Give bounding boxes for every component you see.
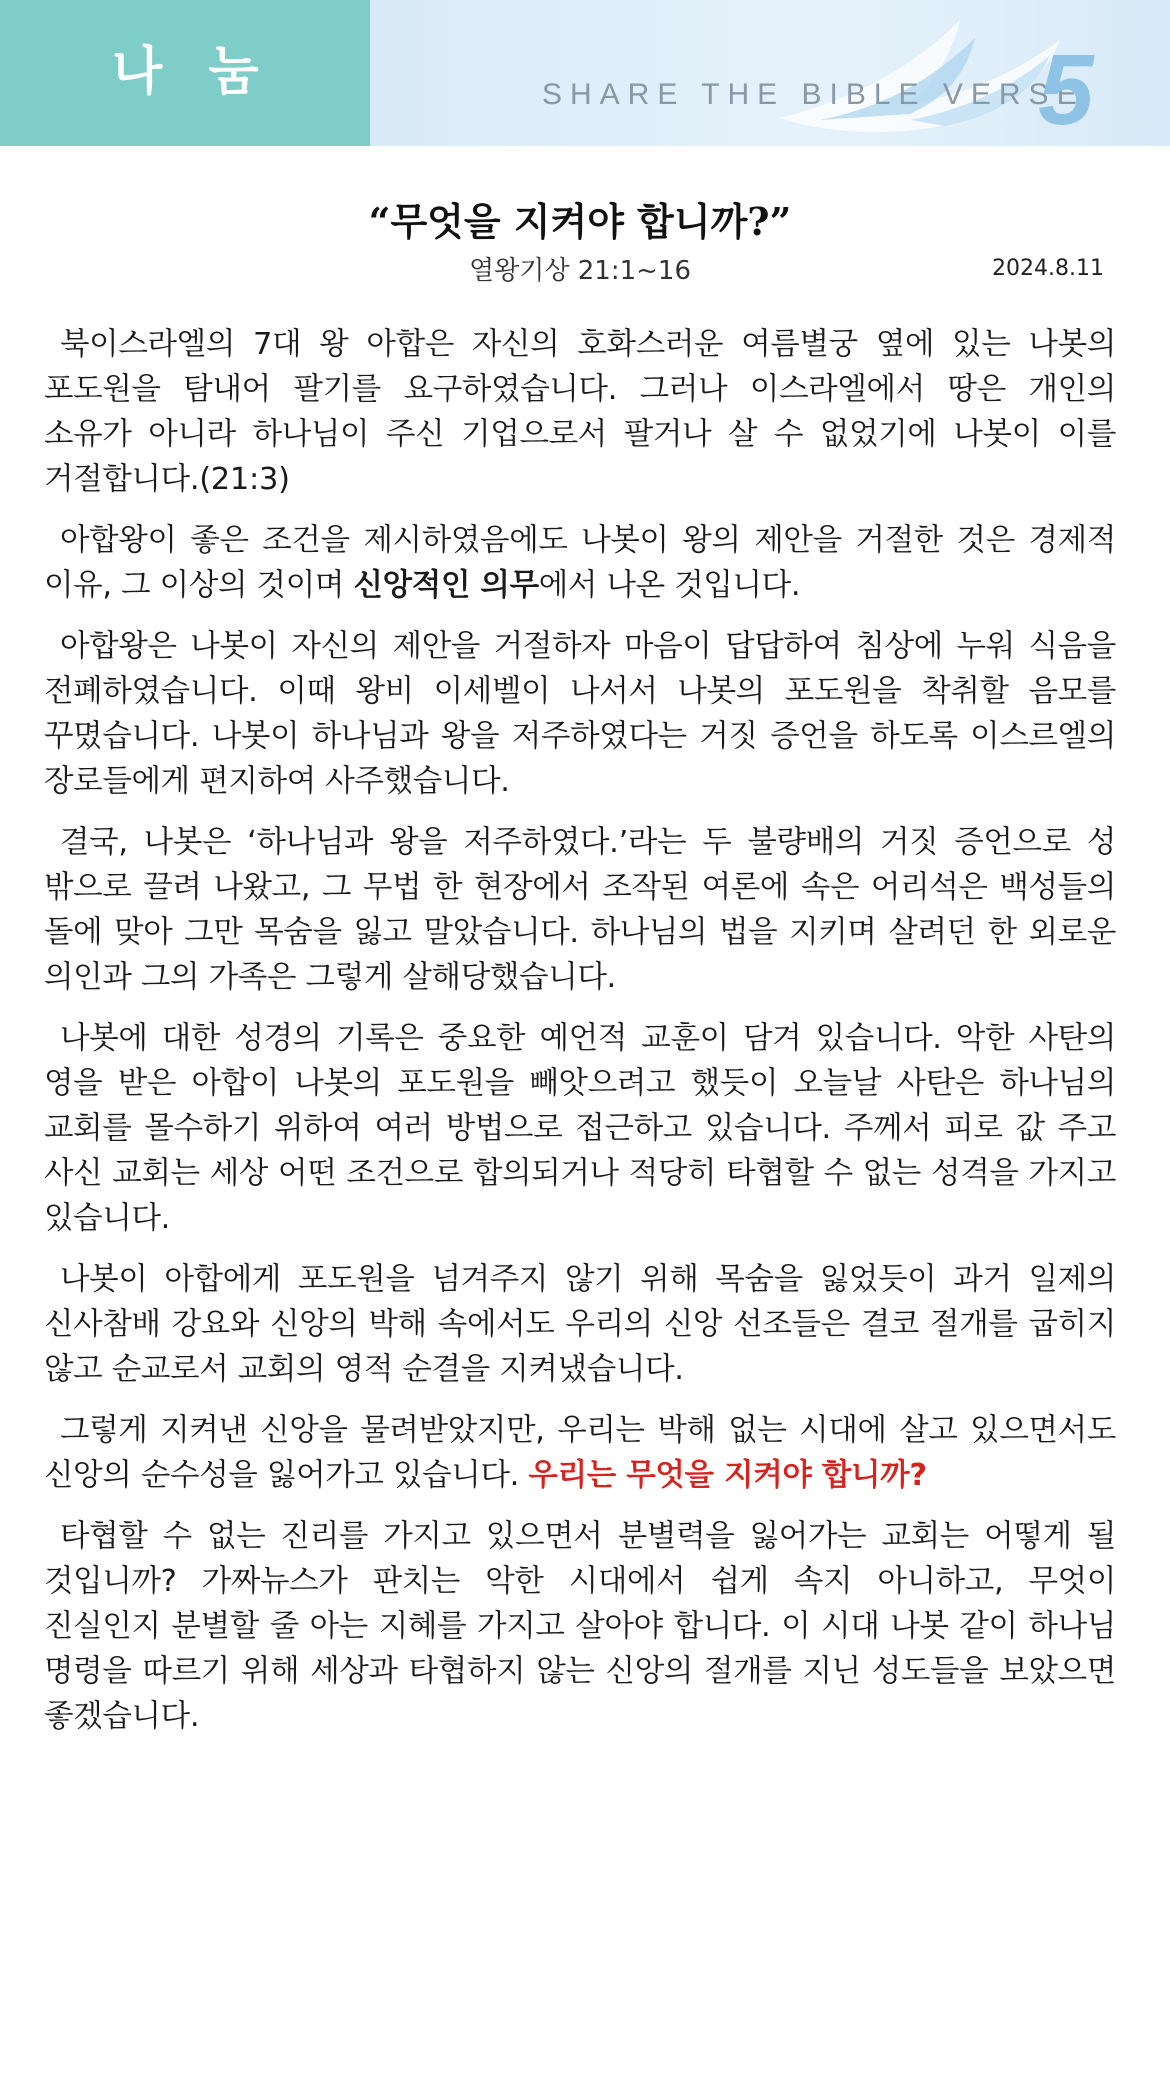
sermon-meta <box>44 250 1116 290</box>
paragraph-2 <box>44 518 1116 608</box>
paragraph-text: 북이스라엘의 7대 왕 아합은 자신의 호화스러운 여름별궁 옆에 있는 나봇의 포도원을 탐내어 팔기를 요구하였습니다. 그러나 이스라엘에서 땅은 개인의 소유가 아니라 하나님이 주신 기업으로서 팔거나 살 수 없었기에 나봇이 이를 거절합니다.(21:3) <box>44 327 1116 497</box>
header-slogan: SHARE THE BIBLE VERSE <box>542 78 1085 111</box>
section-title: 나 눔 <box>112 42 273 102</box>
paragraph-text: 결국, 나봇은 ‘하나님과 왕을 저주하였다.’라는 두 불량배의 거짓 증언으로 성 밖으로 끌려 나왔고, 그 무법 한 현장에서 조작된 여론에 속은 어리석은 백성들의 돌에 맞아 그만 목숨을 잃고 말았습니다. 하나님의 법을 지키며 살려던 한 외로운 의인과 그의 가족은 그렇게 살해당했습니다. <box>44 825 1116 995</box>
paragraph-8 <box>44 1514 1116 1739</box>
paragraph-text: 타협할 수 없는 진리를 가지고 있으면서 분별력을 잃어가는 교회는 어떻게 될 것입니까? 가짜뉴스가 판치는 악한 시대에서 쉽게 속지 아니하고, 무엇이 진실인지 분별할 줄 아는 지혜를 가지고 살아야 합니다. 이 시대 나봇 같이 하나님 명령을 따르기 위해 세상과 타협하지 않는 신앙의 절개를 지닌 성도들을 보았으면 좋겠습니다. <box>44 1519 1116 1734</box>
paragraph-text: 나봇이 아합에게 포도원을 넘겨주지 않기 위해 목숨을 잃었듯이 과거 일제의 신사참배 강요와 신앙의 박해 속에서도 우리의 신앙 선조들은 결코 절개를 굽히지 않고 순교로서 교회의 영적 순결을 지켜냈습니다. <box>44 1262 1116 1387</box>
emphasis-text: 신앙적인 의무 <box>353 568 539 603</box>
key-question: 우리는 무엇을 지켜야 합니까? <box>528 1458 927 1493</box>
paragraph-text: 아합왕은 나봇이 자신의 제안을 거절하자 마음이 답답하여 침상에 누워 식음을 전폐하였습니다. 이때 왕비 이세벨이 나서서 나봇의 포도원을 착취할 음모를 꾸몄습니다. 나봇이 하나님과 왕을 저주하였다는 거짓 증언을 하도록 이스르엘의 장로들에게 편지하여 사주했습니다. <box>44 629 1116 799</box>
scripture-reference: 열왕기상 21:1~16 <box>469 256 691 286</box>
sermon-content <box>0 146 1170 1739</box>
paragraph-3 <box>44 624 1116 804</box>
paragraph-text: 아합왕이 좋은 조건을 제시하였음에도 나봇이 왕의 제안을 거절한 것은 경제적 이유, 그 이상의 것이며 <box>44 523 1116 603</box>
paragraph-text: 그렇게 지켜낸 신앙을 물려받았지만, 우리는 박해 없는 시대에 살고 있으면서도 신앙의 순수성을 잃어가고 있습니다. <box>44 1413 1116 1493</box>
paragraph-4 <box>44 820 1116 1000</box>
paragraph-1 <box>44 322 1116 502</box>
paragraph-7 <box>44 1408 1116 1498</box>
sermon-body <box>44 322 1116 1739</box>
paragraph-text: 에서 나온 것입니다. <box>538 568 801 603</box>
paragraph-5 <box>44 1016 1116 1241</box>
paragraph-6 <box>44 1257 1116 1392</box>
issue-number: 5 <box>1038 34 1094 146</box>
paragraph-text: 나봇에 대한 성경의 기록은 중요한 예언적 교훈이 담겨 있습니다. 악한 사탄의 영을 받은 아합이 나봇의 포도원을 빼앗으려고 했듯이 오늘날 사탄은 하나님의 교회를 몰수하기 위하여 여러 방법으로 접근하고 있습니다. 주께서 피로 값 주고 사신 교회는 세상 어떤 조건으로 합의되거나 적당히 타협할 수 없는 성격을 가지고 있습니다. <box>44 1021 1116 1236</box>
sermon-date: 2024.8.11 <box>992 256 1104 281</box>
page-header <box>0 0 1170 146</box>
section-tab <box>0 0 370 146</box>
sermon-title: “무엇을 지켜야 합니까?” <box>368 199 792 244</box>
